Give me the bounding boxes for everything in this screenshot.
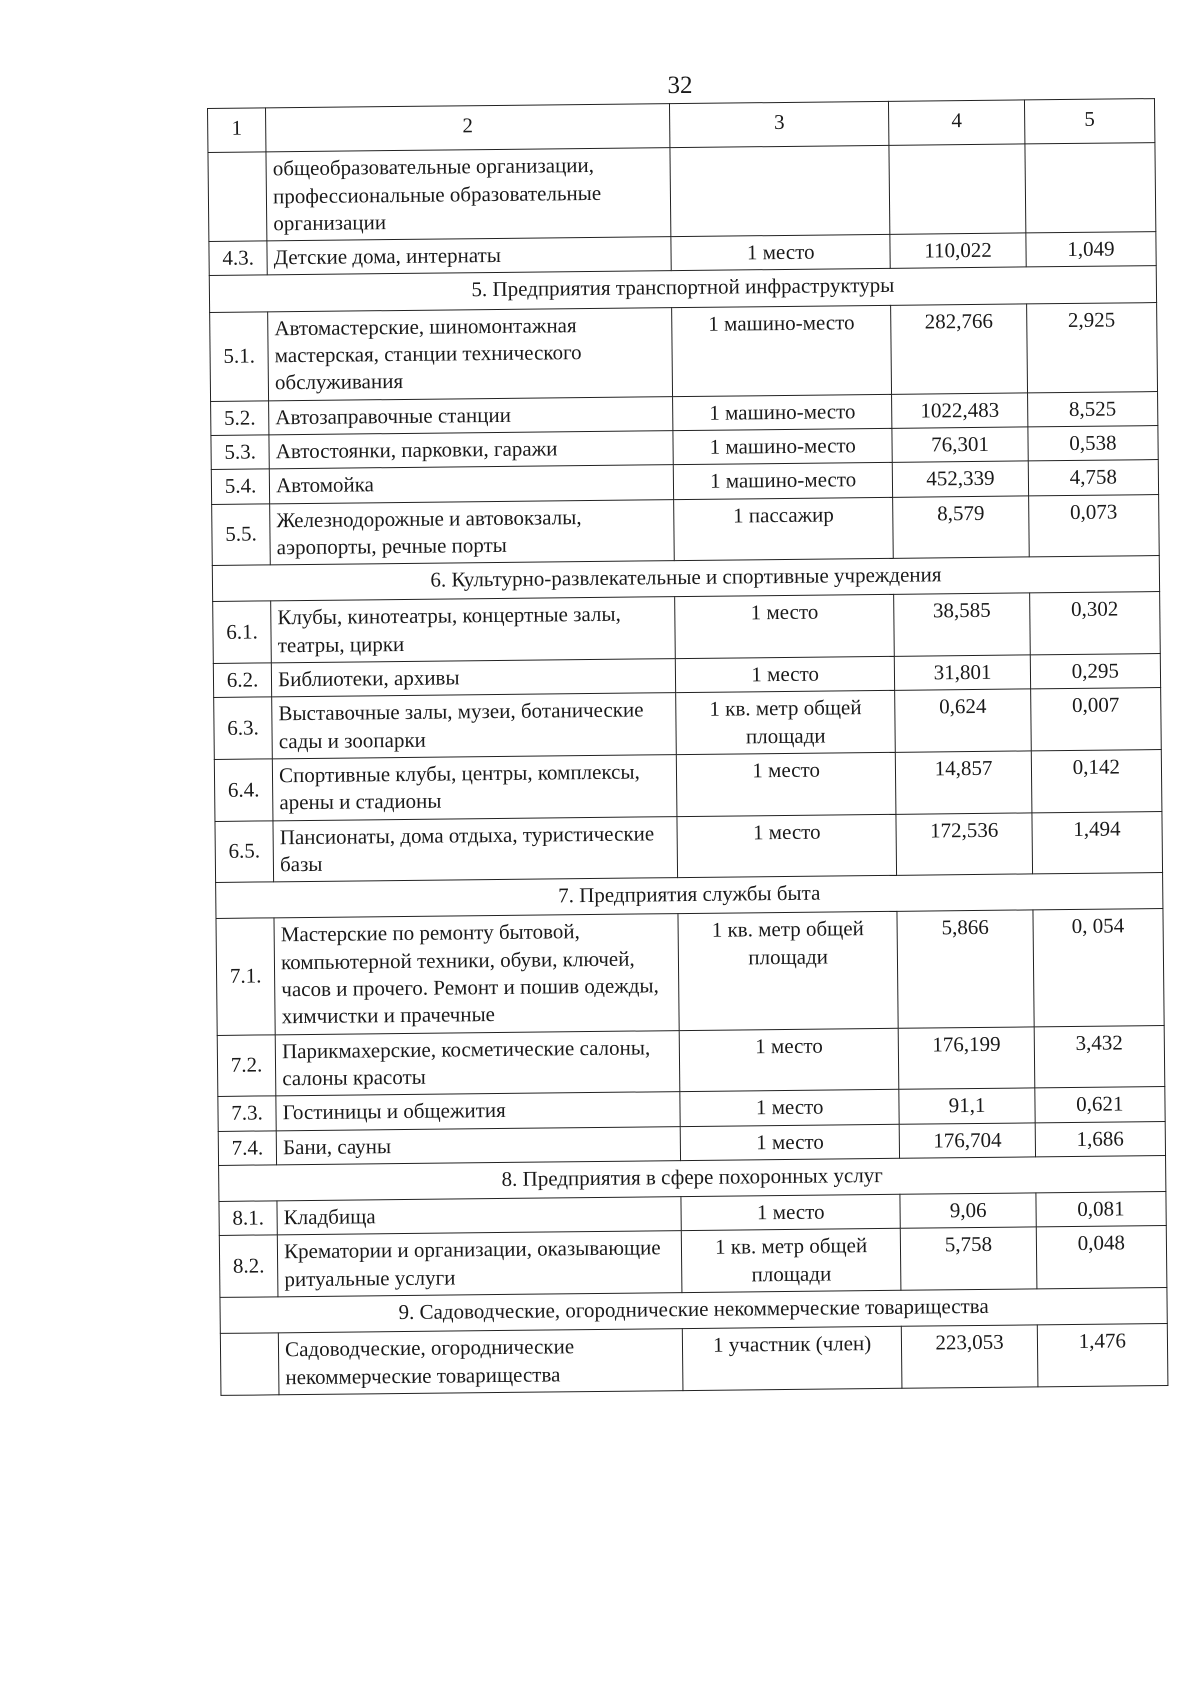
facility-type: общеобразовательные организации, профессиональные образовательные организации bbox=[266, 148, 671, 241]
section-title: 5. Предприятия транспортной инфраструктуры bbox=[209, 266, 1156, 312]
row-number: 5.3. bbox=[211, 435, 269, 470]
table-row bbox=[210, 302, 1158, 401]
value-col5: 0, 054 bbox=[1033, 909, 1165, 1027]
row-number: 6.2. bbox=[213, 663, 271, 698]
section-title: 8. Предприятия в сфере похоронных услуг bbox=[219, 1155, 1166, 1201]
section-title: 6. Культурно-развлекательные и спортивные учреждения bbox=[212, 556, 1159, 602]
facility-type: Автозаправочные станции bbox=[269, 396, 673, 435]
table-row bbox=[213, 592, 1161, 664]
table-row bbox=[212, 494, 1160, 566]
facility-type: Кладбища bbox=[277, 1197, 681, 1236]
unit-of-measure: 1 кв. метр общей площади bbox=[676, 691, 896, 755]
row-number: 7.3. bbox=[218, 1096, 276, 1131]
value-col4: 5,866 bbox=[897, 910, 1033, 1028]
unit-of-measure bbox=[670, 146, 890, 237]
value-col5: 0,302 bbox=[1029, 592, 1160, 655]
section-title: 9. Садоводческие, огороднические некоммерческие товарищества bbox=[220, 1287, 1167, 1333]
unit-of-measure: 1 место bbox=[671, 235, 891, 272]
value-col4: 1022,483 bbox=[892, 393, 1028, 429]
unit-of-measure: 1 участник (член) bbox=[682, 1327, 902, 1391]
row-number: 6.4. bbox=[214, 759, 273, 821]
facility-type: Детские дома, интернаты bbox=[267, 237, 671, 276]
value-col5: 0,142 bbox=[1031, 749, 1162, 812]
value-col4: 282,766 bbox=[891, 304, 1027, 394]
column-header: 5 bbox=[1024, 99, 1155, 145]
value-col5: 0,081 bbox=[1036, 1192, 1167, 1228]
row-number: 8.2. bbox=[219, 1235, 278, 1297]
facility-type: Пансионаты, дома отдыха, туристические базы bbox=[273, 816, 677, 882]
value-col5 bbox=[1025, 143, 1156, 233]
value-col4: 9,06 bbox=[900, 1193, 1036, 1229]
table-row bbox=[214, 749, 1162, 821]
facility-type: Садоводческие, огороднические некоммерческие товарищества bbox=[278, 1329, 682, 1395]
facility-type: Автомойка bbox=[269, 465, 673, 504]
unit-of-measure: 1 место bbox=[680, 1124, 900, 1161]
unit-of-measure: 1 место bbox=[677, 814, 897, 878]
table-row bbox=[217, 1025, 1165, 1097]
row-number: 4.3. bbox=[209, 241, 267, 276]
unit-of-measure: 1 машино-место bbox=[672, 394, 892, 431]
value-col5: 0,007 bbox=[1030, 688, 1161, 751]
value-col4: 176,704 bbox=[900, 1122, 1036, 1158]
value-col5: 0,621 bbox=[1034, 1087, 1165, 1123]
value-col4: 110,022 bbox=[890, 233, 1026, 269]
facility-type: Железнодорожные и автовокзалы, аэропорты, речные порты bbox=[270, 499, 674, 565]
row-number: 5.4. bbox=[211, 469, 269, 504]
value-col4: 76,301 bbox=[892, 427, 1028, 463]
value-col4: 172,536 bbox=[896, 812, 1032, 875]
facility-type: Библиотеки, архивы bbox=[271, 659, 675, 698]
value-col5: 4,758 bbox=[1028, 460, 1159, 496]
value-col4 bbox=[889, 144, 1025, 234]
value-col4: 91,1 bbox=[899, 1088, 1035, 1124]
value-col5: 0,538 bbox=[1028, 426, 1159, 462]
unit-of-measure: 1 место bbox=[675, 595, 895, 659]
row-number: 7.2. bbox=[217, 1034, 276, 1096]
value-col4: 452,339 bbox=[893, 461, 1029, 497]
facility-type: Парикмахерские, косметические салоны, салоны красоты bbox=[275, 1030, 679, 1096]
unit-of-measure: 1 место bbox=[675, 656, 895, 693]
table-row bbox=[219, 1226, 1167, 1298]
unit-of-measure: 1 машино-место bbox=[673, 463, 893, 500]
section-title: 7. Предприятия службы быта bbox=[216, 873, 1163, 919]
column-header: 1 bbox=[208, 108, 267, 153]
value-col4: 176,199 bbox=[899, 1027, 1035, 1090]
table-row bbox=[216, 909, 1164, 1035]
row-number bbox=[208, 152, 267, 241]
value-col4: 31,801 bbox=[895, 655, 1031, 691]
facility-type: Спортивные клубы, центры, комплексы, арены и стадионы bbox=[272, 755, 676, 821]
value-col5: 3,432 bbox=[1034, 1025, 1165, 1088]
unit-of-measure: 1 кв. метр общей площади bbox=[678, 912, 899, 1030]
page-number: 32 bbox=[667, 72, 693, 99]
unit-of-measure: 1 место bbox=[676, 752, 896, 816]
norms-table bbox=[207, 98, 1168, 1396]
unit-of-measure: 1 машино-место bbox=[673, 428, 893, 465]
facility-type: Выставочные залы, музеи, ботанические сады и зоопарки bbox=[272, 693, 676, 759]
table-row bbox=[215, 811, 1163, 883]
row-number: 6.5. bbox=[215, 820, 274, 882]
value-col4: 0,624 bbox=[895, 689, 1031, 752]
row-number: 5.2. bbox=[211, 401, 269, 436]
row-number: 5.5. bbox=[212, 503, 271, 565]
row-number: 7.1. bbox=[216, 918, 275, 1035]
facility-type: Клубы, кинотеатры, концертные залы, театры, цирки bbox=[271, 597, 675, 663]
row-number: 5.1. bbox=[210, 312, 269, 401]
table-body bbox=[208, 99, 1168, 1396]
row-number: 7.4. bbox=[218, 1130, 276, 1165]
facility-type: Крематории и организации, оказывающие ритуальные услуги bbox=[277, 1231, 681, 1297]
table-row bbox=[214, 688, 1162, 760]
value-col4: 8,579 bbox=[893, 495, 1029, 558]
unit-of-measure: 1 кв. метр общей площади bbox=[681, 1229, 901, 1293]
column-header: 4 bbox=[889, 100, 1025, 146]
column-header: 3 bbox=[669, 101, 889, 148]
facility-type: Гостиницы и общежития bbox=[276, 1092, 680, 1131]
facility-type: Бани, сауны bbox=[276, 1126, 680, 1165]
facility-type: Автостоянки, парковки, гаражи bbox=[269, 431, 673, 470]
facility-type: Мастерские по ремонту бытовой, компьютерной техники, обуви, ключей, часов и прочего. Ремонт и пошив одежды, химчистки и прачечные bbox=[274, 914, 679, 1034]
value-col5: 0,295 bbox=[1030, 654, 1161, 690]
value-col5: 0,073 bbox=[1028, 494, 1159, 557]
value-col5: 1,686 bbox=[1035, 1121, 1166, 1157]
row-number bbox=[220, 1333, 279, 1395]
facility-type: Автомастерские, шиномонтажная мастерская, станции технического обслуживания bbox=[268, 307, 673, 400]
value-col4: 223,053 bbox=[902, 1325, 1038, 1388]
value-col5: 1,049 bbox=[1026, 232, 1157, 268]
unit-of-measure: 1 место bbox=[679, 1028, 899, 1092]
value-col5: 0,048 bbox=[1036, 1226, 1167, 1289]
value-col5: 1,494 bbox=[1032, 811, 1163, 874]
table-row bbox=[208, 143, 1156, 242]
value-col5: 8,525 bbox=[1027, 391, 1158, 427]
value-col4: 38,585 bbox=[894, 593, 1030, 656]
unit-of-measure: 1 машино-место bbox=[672, 305, 892, 396]
value-col4: 5,758 bbox=[901, 1227, 1037, 1290]
column-header: 2 bbox=[266, 104, 670, 153]
unit-of-measure: 1 место bbox=[680, 1090, 900, 1127]
unit-of-measure: 1 место bbox=[681, 1194, 901, 1231]
value-col5: 1,476 bbox=[1037, 1324, 1168, 1387]
table-row bbox=[220, 1324, 1168, 1396]
unit-of-measure: 1 пассажир bbox=[674, 497, 894, 561]
row-number: 6.1. bbox=[213, 601, 272, 663]
value-col4: 14,857 bbox=[896, 751, 1032, 814]
row-number: 8.1. bbox=[219, 1201, 277, 1236]
row-number: 6.3. bbox=[214, 697, 273, 759]
value-col5: 2,925 bbox=[1026, 302, 1157, 392]
